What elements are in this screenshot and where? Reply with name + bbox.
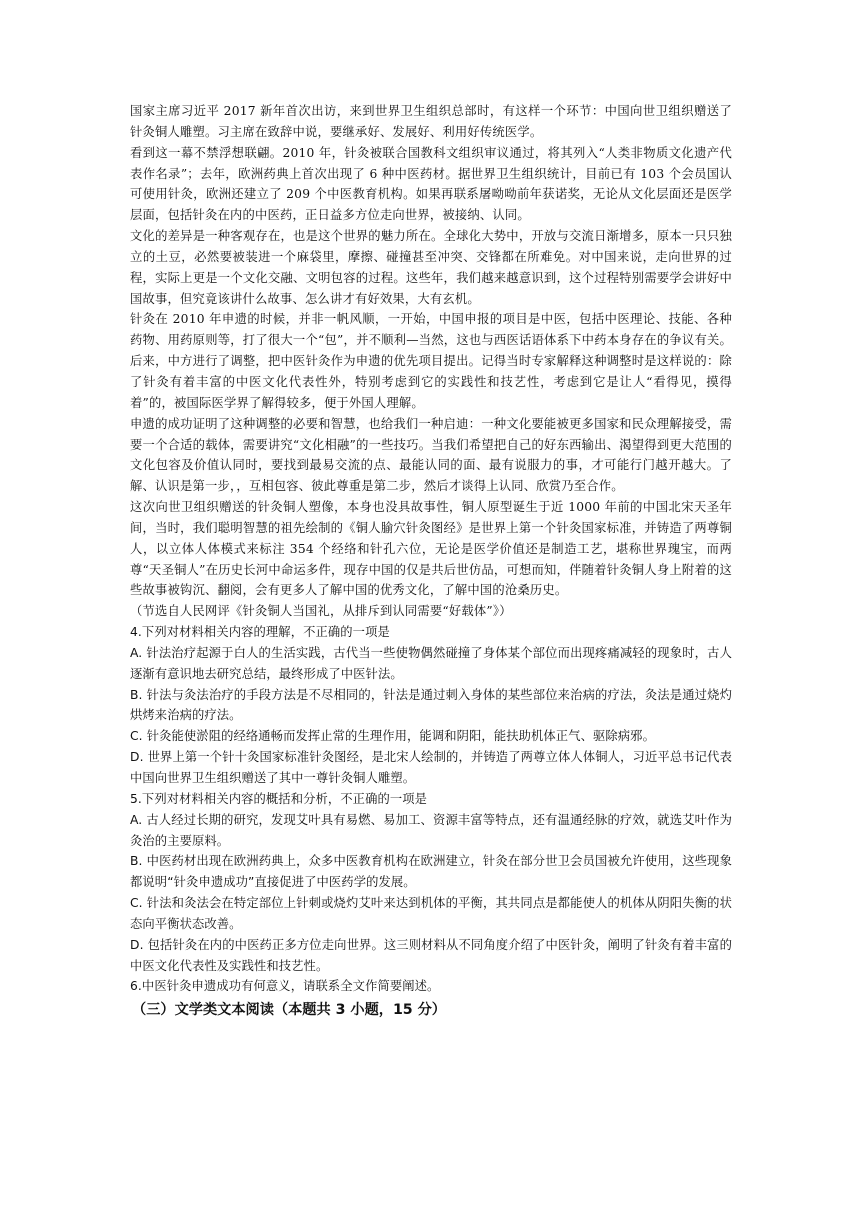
question-5-option-d: D. 包括针灸在内的中医药正多方位走向世界。这三则材料从不同角度介绍了中医针灸，阐明了针灸有着丰富的中医文化代表性及实践性和技艺性。 [130, 937, 732, 973]
question-4-option-b: B. 针法与灸法治疗的手段方法是不尽相同的，针法是通过刺入身体的某些部位来治病的疗法，灸法是通过烧灼烘烤来治病的疗法。 [130, 687, 732, 723]
question-5-option-a: A. 古人经过长期的研究，发现艾叶具有易燃、易加工、资源丰富等特点，还有温通经脉的疗效，就选艾叶作为灸治的主要原料。 [130, 812, 732, 848]
passage-paragraph-5: 申遗的成功证明了这种调整的必要和智慧，也给我们一种启迪：一种文化要能被更多国家和民众理解接受，需要一个合适的载体，需要讲究“文化相融”的一些技巧。当我们希望把自己的好东西输出、渴望得到更大范围的文化包容及价值认同时，要找到最易交流的点、最能认同的面、最有说服力的事，才可能行门越开越大。了解、认识是第一步，，互相包容、彼此尊重是第二步，然后才谈得上认同、欣赏乃至合作。 [130, 416, 732, 494]
question-4-option-a: A. 针法治疗起源于白人的生活实践，古代当一些使物偶然碰撞了身体某个部位而出现疼痛减轻的现象时，古人逐渐有意识地去研究总结，最终形成了中医针法。 [130, 645, 732, 681]
question-4-option-c: C. 针灸能使淤阻的经络通畅而发挥止常的生理作用，能调和阴阳，能扶助机体正气、驱除病邪。 [130, 729, 655, 744]
question-4-option-d: D. 世界上第一个针十灸国家标准针灸图经，是北宋人绘制的，并铸造了两尊立体人体铜人，习近平总书记代表中国向世界卫生组织赠送了其中一尊针灸铜人雕塑。 [130, 750, 732, 785]
passage-paragraph-2: 看到这一幕不禁浮想联翩。2010 年，针灸被联合国教科文组织审议通过，将其列入“人类非物质文化遗产代表作名录”；去年，欧洲药典上首次出现了 6 种中医药材。据世界卫生组织统计，目前已有 103 个会员国认可使用针灸，欧洲还建立了 209 个中医教育机构。如果再联系屠呦呦前年获诺奖，无论从文化层面还是医学层面，包括针灸在内的中医药，正日益多方位走向世界，被接纳、认同。 [130, 145, 732, 223]
question-4-stem: 4.下列对材料相关内容的理解，不正确的一项是 [130, 625, 390, 640]
passage-source: （节选自人民网评《针灸铜人当国礼，从排斥到认同需要“好载体”》） [130, 604, 512, 619]
passage-paragraph-6: 这次向世卫组织赠送的针灸铜人塑像，本身也没具故事性，铜人原型诞生于近 1000 年前的中国北宋天圣年间，当时，我们聪明智慧的祖先绘制的《铜人腧穴针灸图经》是世界上第一个针灸国家标准，并铸造了两尊铜人，以立体人体模式来标注 354 个经络和针孔六位，无论是医学价值还是制造工艺，堪称世界瑰宝，而两尊“天圣铜人”在历史长河中命运多件，现存中国的仅是共后世仿品，可想而知，伴随着针灸铜人身上附着的这些故事被钩沉、翻阅，会有更多人了解中国的优秀文化，了解中国的沧桑历史。 [130, 500, 732, 598]
question-5-option-b: B. 中医药材出现在欧洲药典上，众多中医教育机构在欧洲建立，针灸在部分世卫会员国被允许使用，这些现象都说明“针灸申遗成功”直接促进了中医药学的发展。 [130, 854, 732, 890]
passage-paragraph-3: 文化的差异是一种客观存在，也是这个世界的魅力所在。全球化大势中，开放与交流日渐增多，原本一只只独立的土豆，必然要被装进一个麻袋里，摩擦、碰撞甚至冲突、交锋都在所难免。对中国来说，走向世界的过程，实际上更是一个文化交融、文明包容的过程。这些年，我们越来越意识到，这个过程特别需要学会讲好中国故事，但究竟该讲什么故事、怎么讲才有好效果，大有玄机。 [130, 229, 732, 306]
section-title: （三）文学类文本阅读（本题共 3 小题，15 分） [132, 1002, 446, 1019]
passage-paragraph-1: 国家主席习近平 2017 新年首次出访，来到世界卫生组织总部时，有这样一个环节：中国向世卫组织赠送了针灸铜人雕塑。习主席在致辞中说，要继承好、发展好、利用好传统医学。 [130, 104, 732, 139]
passage-paragraph-4: 针灸在 2010 年申遗的时候，并非一帆风顺，一开始，中国申报的项目是中医，包括中医理论、技能、各种药物、用药原则等，打了很大一个“包”，并不顺利—当然，这也与西医话语体系下中药本身存在的争议有关。后来，中方进行了调整，把中医针灸作为申遗的优先项目提出。记得当时专家解释这种调整时是这样说的：除了针灸有着丰富的中医文化代表性外，特别考虑到它的实践性和技艺性，考虑到它是让人“看得见，摸得着”的，被国际医学界了解得较多，便于外国人理解。 [130, 312, 733, 410]
question-6-stem: 6.中医针灸申遗成功有何意义，请联系全文作简要阐述。 [130, 979, 440, 994]
exam-page [130, 101, 732, 1022]
question-5-option-c: C. 针法和灸法会在特定部位上针刺或烧灼艾叶来达到机体的平衡，其共同点是都能使人的机体从阴阳失衡的状态向平衡状态改善。 [130, 896, 732, 931]
question-5-stem: 5.下列对材料相关内容的概括和分析，不正确的一项是 [130, 791, 428, 806]
